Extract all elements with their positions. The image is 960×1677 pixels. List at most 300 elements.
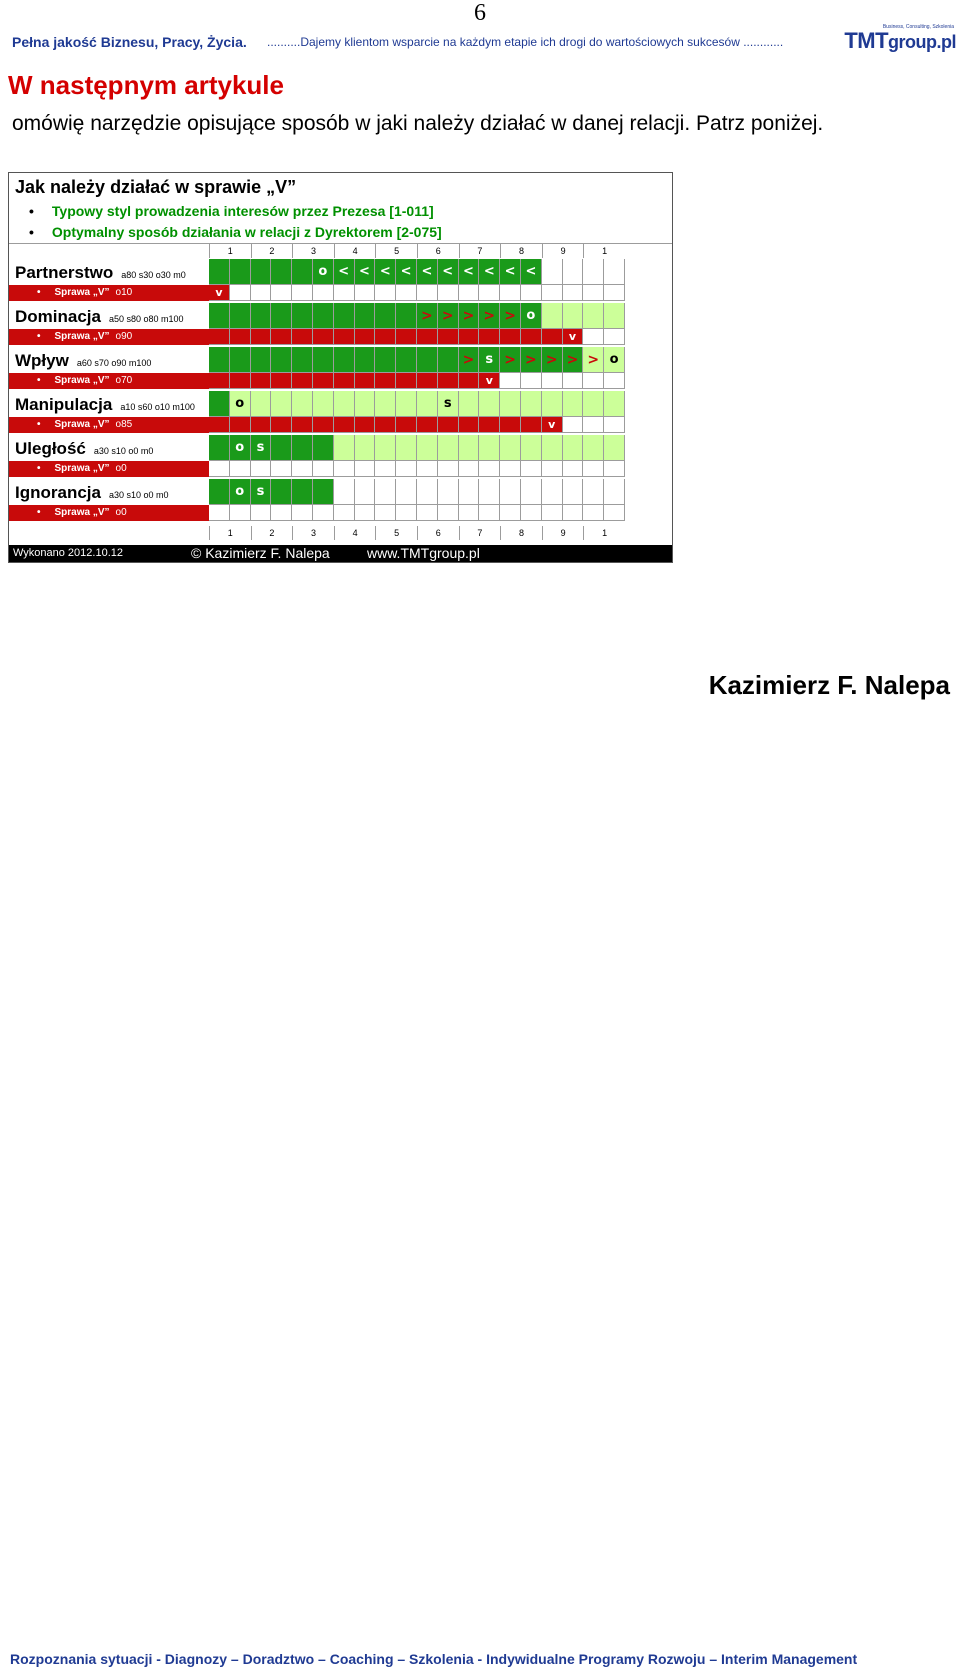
bullet-icon: • (29, 224, 34, 240)
case-cell (563, 461, 584, 477)
case-cell: v (209, 285, 230, 301)
case-cell (417, 329, 438, 345)
case-cell: v (563, 329, 584, 345)
scale-bottom-tick-4: 4 (334, 526, 376, 540)
case-cell (583, 285, 604, 301)
case-cell (271, 417, 292, 433)
page-header (12, 24, 956, 56)
case-cell (375, 505, 396, 521)
grid-cell (313, 347, 334, 373)
grid-cell (334, 391, 355, 417)
article-heading: W następnym artykule (8, 70, 284, 100)
grid-cell: > (438, 303, 459, 329)
scale-top-tick-1: 1 (209, 244, 251, 258)
grid-cell (583, 391, 604, 417)
row-label (15, 439, 153, 459)
case-label (37, 375, 132, 386)
grid-cell: < (459, 259, 480, 285)
case-cell (209, 505, 230, 521)
row-label-name: Dominacja (15, 307, 101, 326)
grid-cell (438, 479, 459, 505)
grid-cell (563, 435, 584, 461)
case-cell (542, 373, 563, 389)
grid-cell (396, 391, 417, 417)
case-label-text: Sprawa „V” (54, 287, 110, 298)
row-label-codes: a50 s80 o80 m100 (108, 314, 184, 324)
bullet-icon: • (37, 287, 41, 298)
grid-cell (479, 479, 500, 505)
case-cell (209, 461, 230, 477)
bullet-icon: • (37, 463, 41, 474)
chart-footer-author: © Kazimierz F. Nalepa (191, 545, 330, 561)
case-cell (375, 285, 396, 301)
grid-cell (209, 391, 230, 417)
grid-cell (417, 479, 438, 505)
row-label-name: Wpływ (15, 351, 69, 370)
grid-cell (479, 391, 500, 417)
grid-cell (271, 303, 292, 329)
case-cell (500, 417, 521, 433)
case-cell (396, 285, 417, 301)
grid-cell (292, 435, 313, 461)
scale-bottom-tick-7: 7 (459, 526, 501, 540)
case-code: o0 (115, 507, 127, 518)
scale-top-tick-2: 2 (251, 244, 293, 258)
grid-cell (230, 303, 251, 329)
logo-tld-text: group.pl (888, 32, 956, 52)
case-cell (396, 505, 417, 521)
grid-cell (417, 347, 438, 373)
grid-cell (334, 347, 355, 373)
case-cell (459, 461, 480, 477)
case-cell (459, 329, 480, 345)
case-cell (209, 373, 230, 389)
company-logo (826, 24, 956, 56)
case-cell (396, 329, 417, 345)
case-cell (313, 505, 334, 521)
case-code: o70 (115, 375, 133, 386)
case-cell (521, 373, 542, 389)
row-label-codes: a10 s60 o10 m100 (120, 402, 195, 412)
case-label-text: Sprawa „V” (54, 463, 110, 474)
grid-cell: < (334, 259, 355, 285)
chart-footer-site: www.TMTgroup.pl (367, 545, 480, 561)
scale-bottom-tick-5: 5 (375, 526, 417, 540)
case-cell (251, 461, 272, 477)
grid-cell (251, 259, 272, 285)
case-cell (500, 373, 521, 389)
case-cell (500, 505, 521, 521)
case-cell (271, 461, 292, 477)
grid-cell (334, 435, 355, 461)
case-cell (583, 373, 604, 389)
case-cell: v (479, 373, 500, 389)
case-cell (521, 505, 542, 521)
row-label (15, 351, 151, 371)
grid-cell (521, 479, 542, 505)
grid-cell (563, 391, 584, 417)
case-cell (396, 417, 417, 433)
grid-cell (292, 303, 313, 329)
grid-cell: o (313, 259, 334, 285)
case-cell (438, 417, 459, 433)
case-cell (459, 505, 480, 521)
case-cell (251, 373, 272, 389)
grid-cell (542, 435, 563, 461)
grid-cell (292, 259, 313, 285)
case-cell (500, 461, 521, 477)
row-label (15, 307, 184, 327)
grid-cell (209, 479, 230, 505)
case-cell (396, 373, 417, 389)
case-label (37, 507, 127, 518)
grid-cell (604, 435, 625, 461)
grid-cell (583, 259, 604, 285)
case-label-text: Sprawa „V” (54, 375, 110, 386)
case-cell (292, 461, 313, 477)
case-cell (563, 373, 584, 389)
grid-cell (542, 479, 563, 505)
scale-top-tick-3: 3 (292, 244, 334, 258)
grid-cell (375, 435, 396, 461)
grid-cell (542, 391, 563, 417)
grid-cell: < (521, 259, 542, 285)
grid-cell: > (542, 347, 563, 373)
grid-cell (251, 303, 272, 329)
header-slogan: ..........Dajemy klientom wsparcie na każdym etapie ich drogi do wartościowych sukcesów ............ (267, 35, 784, 49)
grid-cell (209, 259, 230, 285)
case-cell (292, 329, 313, 345)
case-cell (542, 329, 563, 345)
case-cell (479, 285, 500, 301)
case-cell (542, 505, 563, 521)
grid-cell: > (583, 347, 604, 373)
grid-cell (209, 347, 230, 373)
case-cell (271, 329, 292, 345)
case-cell (271, 373, 292, 389)
grid-cell (292, 391, 313, 417)
case-cell (417, 285, 438, 301)
case-code: o0 (115, 463, 127, 474)
case-cell (521, 285, 542, 301)
scale-top-tick-8: 8 (500, 244, 542, 258)
chart-subtitle-2 (29, 224, 442, 240)
grid-cell (375, 347, 396, 373)
grid-cell: o (521, 303, 542, 329)
case-cell (604, 505, 625, 521)
logo-wordmark (844, 28, 956, 54)
grid-cell (459, 479, 480, 505)
row-label-name: Partnerstwo (15, 263, 114, 282)
grid-cell (500, 479, 521, 505)
case-cell (251, 505, 272, 521)
scale-bottom-tick-10: 1 (583, 526, 625, 540)
case-cell (438, 373, 459, 389)
case-cell (583, 505, 604, 521)
case-cell (604, 285, 625, 301)
grid-cell: < (355, 259, 376, 285)
case-cell (438, 505, 459, 521)
scale-top-tick-9: 9 (542, 244, 584, 258)
subtitle-2-text: Optymalny sposób działania w relacji z Dyrektorem [2-075] (51, 224, 442, 240)
case-cell (521, 461, 542, 477)
header-tagline: Pełna jakość Biznesu, Pracy, Życia. (12, 34, 247, 50)
grid-cell (417, 391, 438, 417)
case-cell (375, 461, 396, 477)
grid-cell (500, 391, 521, 417)
grid-cell (479, 435, 500, 461)
case-cell (230, 373, 251, 389)
grid-cell: > (417, 303, 438, 329)
grid-cell (521, 435, 542, 461)
grid-cell (292, 479, 313, 505)
grid-cell (521, 391, 542, 417)
case-cell (251, 285, 272, 301)
grid-cell: < (375, 259, 396, 285)
case-cell (375, 329, 396, 345)
case-cell: v (542, 417, 563, 433)
case-label-text: Sprawa „V” (54, 507, 110, 518)
grid-cell: > (500, 303, 521, 329)
row-label-name: Uległość (15, 439, 86, 458)
case-cell (209, 417, 230, 433)
case-cell (375, 373, 396, 389)
grid-cell: > (521, 347, 542, 373)
scale-top-tick-4: 4 (334, 244, 376, 258)
scale-bottom-tick-6: 6 (417, 526, 459, 540)
case-cell (438, 285, 459, 301)
grid-cell (438, 435, 459, 461)
grid-cell (271, 259, 292, 285)
grid-cell: > (459, 347, 480, 373)
case-cell (251, 329, 272, 345)
case-cell (396, 461, 417, 477)
case-cell (604, 373, 625, 389)
case-cell (500, 285, 521, 301)
scale-top-tick-6: 6 (417, 244, 459, 258)
scale-bottom-tick-3: 3 (292, 526, 334, 540)
scale-top-tick-5: 5 (375, 244, 417, 258)
case-cell (355, 505, 376, 521)
case-code: o85 (115, 419, 133, 430)
grid-cell: o (230, 391, 251, 417)
grid-cell (355, 391, 376, 417)
grid-cell (604, 303, 625, 329)
case-cell (334, 285, 355, 301)
author-signature: Kazimierz F. Nalepa (708, 670, 950, 700)
case-cell (355, 329, 376, 345)
relation-action-chart (8, 172, 673, 563)
case-cell (355, 417, 376, 433)
case-cell (604, 417, 625, 433)
case-cell (459, 373, 480, 389)
grid-cell (313, 303, 334, 329)
grid-cell (355, 347, 376, 373)
case-cell (251, 417, 272, 433)
case-cell (209, 329, 230, 345)
grid-cell (375, 479, 396, 505)
grid-cell: > (563, 347, 584, 373)
grid-cell: o (604, 347, 625, 373)
case-cell (417, 417, 438, 433)
page-number: 6 (474, 0, 486, 26)
grid-cell (396, 303, 417, 329)
row-label (15, 483, 169, 503)
case-cell (230, 285, 251, 301)
bullet-icon: • (37, 331, 41, 342)
chart-footer (9, 545, 672, 562)
case-cell (334, 417, 355, 433)
case-code: o90 (115, 331, 133, 342)
case-cell (334, 505, 355, 521)
case-cell (542, 285, 563, 301)
grid-cell (355, 435, 376, 461)
chart-footer-date: Wykonano 2012.10.12 (13, 547, 123, 559)
case-cell (292, 505, 313, 521)
bullet-icon: • (29, 203, 34, 219)
case-cell (521, 417, 542, 433)
case-cell (271, 505, 292, 521)
case-cell (334, 461, 355, 477)
scale-bottom-tick-2: 2 (251, 526, 293, 540)
grid-cell (563, 259, 584, 285)
case-label (37, 287, 132, 298)
case-cell (563, 285, 584, 301)
case-label-text: Sprawa „V” (54, 331, 110, 342)
row-label-codes: a60 s70 o90 m100 (76, 358, 152, 368)
grid-cell (604, 259, 625, 285)
grid-cell (313, 391, 334, 417)
case-cell (563, 505, 584, 521)
case-cell (417, 505, 438, 521)
case-cell (334, 329, 355, 345)
row-label (15, 395, 195, 415)
grid-cell: o (230, 479, 251, 505)
case-cell (459, 417, 480, 433)
grid-cell (459, 435, 480, 461)
case-cell (313, 417, 334, 433)
grid-cell: > (479, 303, 500, 329)
page-footer: Rozpoznania sytuacji - Diagnozy – Doradztwo – Coaching – Szkolenia - Indywidualne Programy Rozwoju – Interim Management (10, 1651, 858, 1667)
case-cell (417, 461, 438, 477)
grid-cell (355, 303, 376, 329)
case-cell (313, 285, 334, 301)
case-cell (542, 461, 563, 477)
grid-cell (375, 391, 396, 417)
article-intro: omówię narzędzie opisujące sposób w jaki należy działać w danej relacji. Patrz poniżej. (12, 112, 824, 135)
grid-cell (542, 303, 563, 329)
case-cell (583, 417, 604, 433)
case-cell (417, 373, 438, 389)
grid-cell (542, 259, 563, 285)
scale-bottom-tick-9: 9 (542, 526, 584, 540)
scale-top-tick-10: 1 (583, 244, 625, 258)
case-cell (313, 461, 334, 477)
grid-cell (583, 479, 604, 505)
grid-cell (604, 391, 625, 417)
logo-small-text: Business, Consulting, Szkolenia (882, 24, 954, 30)
grid-cell (271, 391, 292, 417)
case-cell (230, 505, 251, 521)
grid-cell (563, 303, 584, 329)
grid-cell (459, 391, 480, 417)
row-label-codes: a80 s30 o30 m0 (121, 270, 186, 280)
grid-cell (396, 479, 417, 505)
case-cell (438, 461, 459, 477)
grid-cell (230, 259, 251, 285)
row-label-name: Manipulacja (15, 395, 113, 414)
grid-cell: < (396, 259, 417, 285)
grid-cell (271, 435, 292, 461)
case-cell (334, 373, 355, 389)
case-cell (479, 461, 500, 477)
grid-cell: s (438, 391, 459, 417)
grid-cell: > (500, 347, 521, 373)
bullet-icon: • (37, 507, 41, 518)
grid-cell (209, 303, 230, 329)
case-cell (375, 417, 396, 433)
case-cell (563, 417, 584, 433)
grid-cell (313, 479, 334, 505)
grid-cell (334, 479, 355, 505)
grid-cell (292, 347, 313, 373)
row-label (15, 263, 186, 283)
case-cell (459, 285, 480, 301)
case-cell (521, 329, 542, 345)
grid-cell: s (251, 479, 272, 505)
grid-cell (438, 347, 459, 373)
grid-cell (563, 479, 584, 505)
case-label (37, 331, 132, 342)
case-cell (230, 461, 251, 477)
grid-cell (583, 435, 604, 461)
grid-cell (500, 435, 521, 461)
subtitle-1-text: Typowy styl prowadzenia interesów przez Prezesa [1-011] (51, 203, 434, 219)
scale-top-tick-7: 7 (459, 244, 501, 258)
case-cell (479, 505, 500, 521)
case-cell (271, 285, 292, 301)
grid-cell: s (251, 435, 272, 461)
grid-cell (313, 435, 334, 461)
case-cell (604, 329, 625, 345)
grid-cell (209, 435, 230, 461)
case-cell (604, 461, 625, 477)
grid-cell (271, 347, 292, 373)
case-cell (500, 329, 521, 345)
grid-cell (396, 435, 417, 461)
case-cell (479, 417, 500, 433)
case-code: o10 (115, 287, 133, 298)
grid-cell (271, 479, 292, 505)
row-label-codes: a30 s10 o0 m0 (108, 490, 169, 500)
grid-cell (604, 479, 625, 505)
grid-cell: < (417, 259, 438, 285)
case-label-text: Sprawa „V” (54, 419, 110, 430)
grid-cell (375, 303, 396, 329)
bullet-icon: • (37, 419, 41, 430)
case-cell (355, 373, 376, 389)
grid-cell (251, 391, 272, 417)
case-label (37, 463, 127, 474)
case-cell (313, 329, 334, 345)
grid-cell: o (230, 435, 251, 461)
case-cell (355, 285, 376, 301)
scale-bottom-tick-1: 1 (209, 526, 251, 540)
grid-cell: < (500, 259, 521, 285)
case-cell (230, 417, 251, 433)
case-label (37, 419, 132, 430)
scale-bottom-tick-8: 8 (500, 526, 542, 540)
